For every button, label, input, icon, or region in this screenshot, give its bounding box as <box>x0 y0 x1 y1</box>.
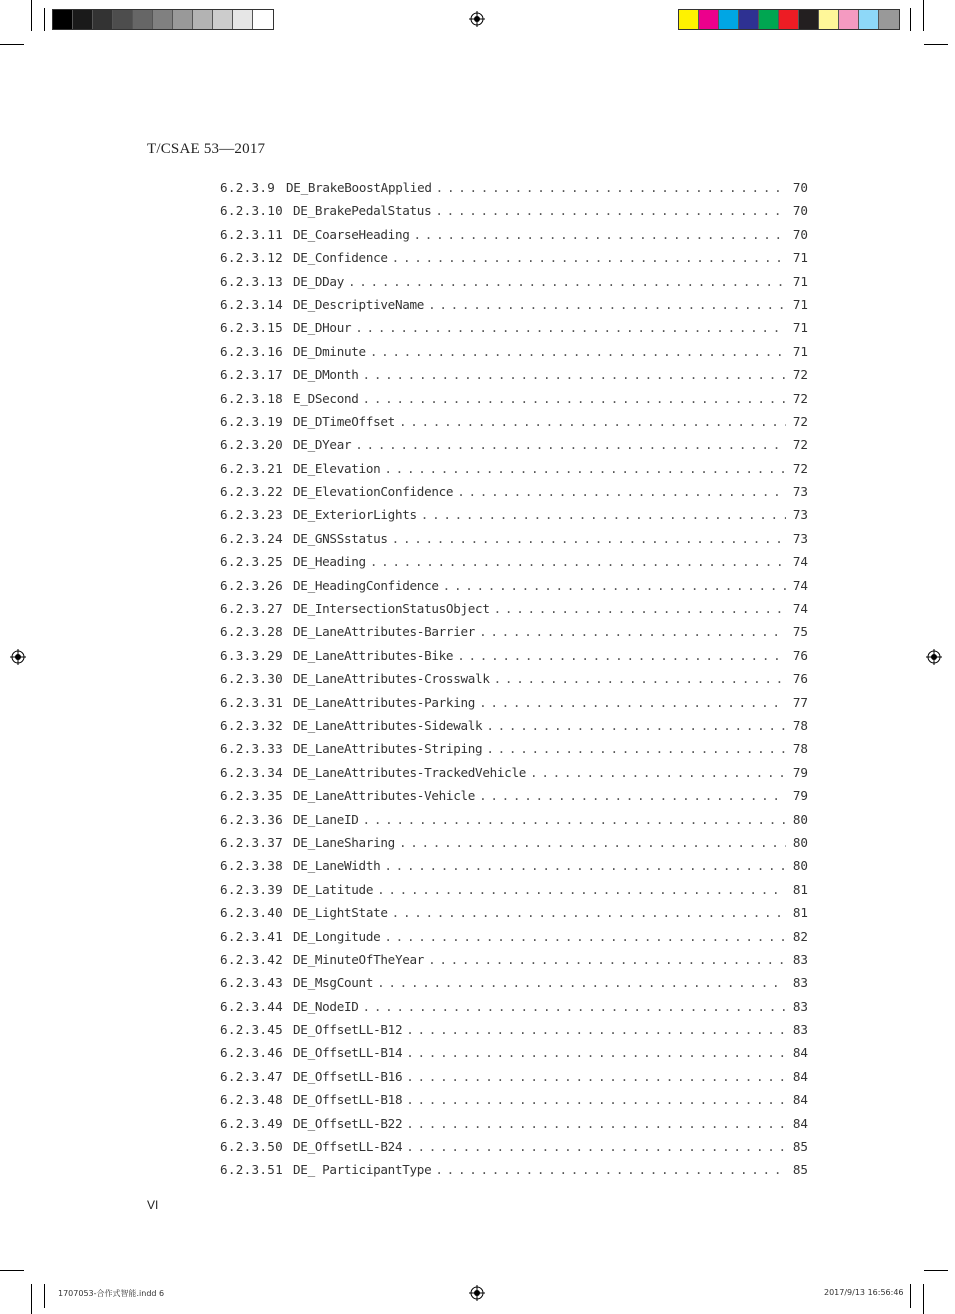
toc-entry[interactable] <box>220 1022 808 1045</box>
toc-entry-title: DE_OffsetLL-B24 <box>293 1139 403 1155</box>
toc-leader-dots <box>428 952 786 967</box>
toc-leader-dots <box>392 531 786 546</box>
toc-entry-page: 71 <box>792 343 808 359</box>
toc-entry[interactable] <box>220 180 808 203</box>
toc-entry-number: 6.2.3.28 <box>220 624 284 640</box>
crop-mark <box>0 1270 24 1271</box>
color-swatch <box>779 10 799 29</box>
toc-leader-dots <box>406 1139 786 1154</box>
toc-entry-number: 6.2.3.12 <box>220 250 284 266</box>
toc-entry-page: 84 <box>792 1045 808 1061</box>
toc-leader-dots <box>377 882 786 897</box>
toc-entry-page: 75 <box>792 624 808 640</box>
toc-entry-number: 6.2.3.49 <box>220 1115 284 1131</box>
toc-entry[interactable] <box>220 437 808 460</box>
toc-leader-dots <box>363 391 786 406</box>
toc-entry-number: 6.2.3.18 <box>220 390 284 406</box>
color-swatch <box>193 10 213 29</box>
toc-entry[interactable] <box>220 1045 808 1068</box>
toc-entry-number: 6.2.3.45 <box>220 1022 284 1038</box>
toc-entry-number: 6.2.3.37 <box>220 834 284 850</box>
toc-leader-dots <box>530 765 786 780</box>
toc-entry[interactable] <box>220 1139 808 1162</box>
toc-entry[interactable] <box>220 391 808 414</box>
toc-entry-number: 6.2.3.40 <box>220 905 284 921</box>
toc-entry[interactable] <box>220 788 808 811</box>
toc-entry-title: DE_Elevation <box>293 460 381 476</box>
color-swatch <box>739 10 759 29</box>
toc-entry-title: DE_DMonth <box>293 367 359 383</box>
toc-entry-title: DE_Confidence <box>293 250 388 266</box>
toc-leader-dots <box>384 461 786 476</box>
toc-leader-dots <box>406 1116 786 1131</box>
toc-entry-page: 72 <box>792 367 808 383</box>
toc-leader-dots <box>406 1022 786 1037</box>
toc-entry-title: DE_IntersectionStatusObject <box>293 601 490 617</box>
color-swatch <box>93 10 113 29</box>
toc-entry[interactable] <box>220 414 808 437</box>
toc-entry-number: 6.2.3.31 <box>220 694 284 710</box>
toc-entry-number: 6.2.3.22 <box>220 484 284 500</box>
toc-entry[interactable] <box>220 718 808 741</box>
toc-entry[interactable] <box>220 929 808 952</box>
toc-leader-dots <box>486 718 786 733</box>
toc-entry[interactable] <box>220 1069 808 1092</box>
toc-leader-dots <box>494 601 786 616</box>
toc-leader-dots <box>435 203 786 218</box>
color-swatch <box>113 10 133 29</box>
color-swatch <box>73 10 93 29</box>
toc-entry[interactable] <box>220 1116 808 1139</box>
color-swatch <box>173 10 193 29</box>
toc-entry-number: 6.2.3.50 <box>220 1139 284 1155</box>
toc-entry-page: 70 <box>792 180 808 195</box>
color-swatch <box>799 10 819 29</box>
toc-leader-dots <box>392 905 786 920</box>
toc-entry-title: DE_OffsetLL-B18 <box>293 1092 403 1108</box>
crop-mark <box>44 8 45 31</box>
color-swatch <box>679 10 699 29</box>
toc-entry[interactable] <box>220 952 808 975</box>
toc-leader-dots <box>370 554 786 569</box>
toc-entry-number: 6.2.3.9 <box>220 180 276 195</box>
toc-entry-title: DE_Latitude <box>293 881 374 897</box>
toc-entry-number: 6.2.3.14 <box>220 296 284 312</box>
toc-entry-page: 72 <box>792 390 808 406</box>
toc-entry-title: DE_MinuteOfTheYear <box>293 951 425 967</box>
toc-entry-title: DE_Longitude <box>293 928 381 944</box>
crop-mark <box>910 1284 911 1308</box>
toc-leader-dots <box>392 250 786 265</box>
toc-entry-number: 6.2.3.48 <box>220 1092 284 1108</box>
registration-mark-icon <box>469 11 485 27</box>
toc-entry-title: DE_LaneAttributes-TrackedVehicle <box>293 764 527 780</box>
toc-leader-dots <box>406 1069 786 1084</box>
toc-entry-page: 80 <box>792 811 808 827</box>
toc-entry[interactable] <box>220 1092 808 1115</box>
toc-entry-page: 79 <box>792 788 808 804</box>
toc-entry-page: 74 <box>792 554 808 570</box>
toc-entry-title: DE_DDay <box>293 273 344 289</box>
toc-entry-title: DE_LaneAttributes-Bike <box>293 647 454 663</box>
toc-entry-title: DE_LaneAttributes-Barrier <box>293 624 476 640</box>
toc-entry-page: 80 <box>792 858 808 874</box>
toc-entry-title: DE_LaneAttributes-Sidewalk <box>293 717 483 733</box>
registration-mark-icon <box>10 649 26 665</box>
toc-entry[interactable] <box>220 344 808 367</box>
registration-mark-icon <box>469 1285 485 1301</box>
toc-entry[interactable] <box>220 250 808 273</box>
toc-entry[interactable] <box>220 671 808 694</box>
toc-entry[interactable] <box>220 367 808 390</box>
toc-entry-title: DE_CoarseHeading <box>293 226 410 242</box>
color-swatch <box>879 10 899 29</box>
toc-leader-dots <box>494 671 786 686</box>
toc-leader-dots <box>479 624 786 639</box>
color-swatch <box>819 10 839 29</box>
toc-entry-number: 6.2.3.15 <box>220 320 284 336</box>
toc-leader-dots <box>443 578 786 593</box>
toc-leader-dots <box>399 835 786 850</box>
crop-mark <box>924 1270 948 1271</box>
toc-entry-page: 78 <box>792 717 808 733</box>
toc-leader-dots <box>486 741 786 756</box>
toc-entry-page: 76 <box>792 671 808 687</box>
color-swatch <box>213 10 233 29</box>
toc-entry-number: 6.2.3.19 <box>220 413 284 429</box>
toc-entry-number: 6.2.3.21 <box>220 460 284 476</box>
color-swatch <box>719 10 739 29</box>
toc-entry-title: DE_LaneWidth <box>293 858 381 874</box>
toc-leader-dots <box>428 297 786 312</box>
color-swatch <box>859 10 879 29</box>
color-calibration-bar <box>678 9 900 30</box>
toc-leader-dots <box>377 975 786 990</box>
toc-entry-title: DE_LightState <box>293 905 388 921</box>
toc-entry-page: 78 <box>792 741 808 757</box>
toc-leader-dots <box>363 812 786 827</box>
crop-mark <box>910 8 911 31</box>
toc-leader-dots <box>363 367 786 382</box>
toc-leader-dots <box>406 1092 786 1107</box>
crop-mark <box>923 1284 924 1314</box>
toc-entry-title: DE_GNSSstatus <box>293 530 388 546</box>
toc-entry-number: 6.2.3.44 <box>220 998 284 1014</box>
toc-entry-page: 76 <box>792 647 808 663</box>
color-swatch <box>53 10 73 29</box>
toc-entry-title: DE_OffsetLL-B16 <box>293 1068 403 1084</box>
toc-leader-dots <box>384 858 786 873</box>
color-swatch <box>839 10 859 29</box>
toc-entry-title: DE_LaneAttributes-Striping <box>293 741 483 757</box>
toc-entry-number: 6.2.3.35 <box>220 788 284 804</box>
toc-entry-page: 81 <box>792 905 808 921</box>
page-header: T/CSAE 53—2017 <box>147 141 266 157</box>
toc-entry-title: DE_LaneAttributes-Crosswalk <box>293 671 490 687</box>
toc-leader-dots <box>414 227 786 242</box>
toc-entry-page: 83 <box>792 998 808 1014</box>
toc-entry-page: 73 <box>792 507 808 523</box>
page-number: VI <box>147 1198 159 1212</box>
toc-leader-dots <box>348 274 786 289</box>
toc-entry[interactable] <box>220 648 808 671</box>
toc-entry[interactable] <box>220 741 808 764</box>
toc-entry-page: 83 <box>792 975 808 991</box>
toc-entry[interactable] <box>220 624 808 647</box>
toc-leader-dots <box>457 648 786 663</box>
toc-entry-title: DE_LaneAttributes-Parking <box>293 694 476 710</box>
toc-entry-number: 6.2.3.47 <box>220 1068 284 1084</box>
toc-entry-title: DE_DHour <box>293 320 352 336</box>
toc-entry-title: DE_LaneSharing <box>293 834 395 850</box>
toc-entry[interactable] <box>220 554 808 577</box>
registration-mark-icon <box>926 649 942 665</box>
toc-leader-dots <box>406 1045 786 1060</box>
toc-entry-page: 73 <box>792 484 808 500</box>
toc-entry-page: 71 <box>792 320 808 336</box>
toc-entry-page: 84 <box>792 1115 808 1131</box>
toc-entry-title: DE_ ParticipantType <box>293 1162 432 1178</box>
toc-entry-page: 72 <box>792 437 808 453</box>
toc-entry-page: 85 <box>792 1162 808 1178</box>
toc-entry-title: DE_Dminute <box>293 343 366 359</box>
toc-entry[interactable] <box>220 765 808 788</box>
toc-entry-page: 71 <box>792 296 808 312</box>
toc-entry-title: DE_BrakeBoostApplied <box>286 180 432 195</box>
toc-entry-number: 6.2.3.32 <box>220 717 284 733</box>
toc-entry-number: 6.2.3.23 <box>220 507 284 523</box>
toc-entry-title: DE_OffsetLL-B12 <box>293 1022 403 1038</box>
color-swatch <box>699 10 719 29</box>
toc-entry[interactable] <box>220 507 808 530</box>
toc-entry[interactable] <box>220 882 808 905</box>
toc-entry-number: 6.2.3.16 <box>220 343 284 359</box>
toc-entry-page: 74 <box>792 577 808 593</box>
toc-entry[interactable] <box>220 578 808 601</box>
toc-entry-page: 70 <box>792 203 808 219</box>
toc-entry-number: 6.2.3.42 <box>220 951 284 967</box>
toc-entry-page: 77 <box>792 694 808 710</box>
toc-leader-dots <box>479 788 786 803</box>
toc-entry-number: 6.2.3.36 <box>220 811 284 827</box>
toc-entry-number: 6.2.3.25 <box>220 554 284 570</box>
toc-leader-dots <box>421 507 786 522</box>
toc-leader-dots <box>435 1162 786 1177</box>
toc-entry-title: DE_OffsetLL-B22 <box>293 1115 403 1131</box>
toc-entry-number: 6.2.3.10 <box>220 203 284 219</box>
toc-entry-page: 71 <box>792 273 808 289</box>
toc-entry-page: 84 <box>792 1068 808 1084</box>
toc-entry[interactable] <box>220 531 808 554</box>
toc-entry-page: 71 <box>792 250 808 266</box>
toc-entry-number: 6.2.3.30 <box>220 671 284 687</box>
toc-entry-number: 6.2.3.43 <box>220 975 284 991</box>
grayscale-calibration-bar <box>52 9 274 30</box>
toc-entry-title: DE_NodeID <box>293 998 359 1014</box>
toc-entry-number: 6.2.3.17 <box>220 367 284 383</box>
toc-entry-title: DE_LaneAttributes-Vehicle <box>293 788 476 804</box>
toc-entry-number: 6.2.3.24 <box>220 530 284 546</box>
toc-entry-number: 6.2.3.34 <box>220 764 284 780</box>
toc-leader-dots <box>363 999 786 1014</box>
toc-entry[interactable] <box>220 227 808 250</box>
crop-mark <box>0 44 24 45</box>
toc-entry-page: 83 <box>792 951 808 967</box>
toc-entry[interactable] <box>220 601 808 624</box>
toc-entry-page: 73 <box>792 530 808 546</box>
crop-mark <box>44 1284 45 1308</box>
toc-entry[interactable] <box>220 1162 808 1185</box>
toc-leader-dots <box>355 437 786 452</box>
toc-entry[interactable] <box>220 975 808 998</box>
slug-file-name: 1707053-合作式智能.indd 6 <box>58 1289 165 1298</box>
toc-entry-page: 72 <box>792 460 808 476</box>
color-swatch <box>133 10 153 29</box>
toc-leader-dots <box>457 484 786 499</box>
toc-leader-dots <box>384 929 786 944</box>
toc-entry[interactable] <box>220 858 808 881</box>
toc-leader-dots <box>370 344 786 359</box>
toc-entry[interactable] <box>220 695 808 718</box>
toc-entry-title: DE_ExteriorLights <box>293 507 417 523</box>
color-swatch <box>759 10 779 29</box>
toc-entry[interactable] <box>220 812 808 835</box>
toc-entry-number: 6.2.3.33 <box>220 741 284 757</box>
toc-entry[interactable] <box>220 905 808 928</box>
toc-entry-number: 6.2.3.27 <box>220 601 284 617</box>
toc-entry-title: DE_DYear <box>293 437 352 453</box>
crop-mark <box>31 1284 32 1314</box>
toc-entry[interactable] <box>220 461 808 484</box>
toc-entry-page: 72 <box>792 413 808 429</box>
toc-entry-page: 85 <box>792 1139 808 1155</box>
toc-entry-page: 80 <box>792 834 808 850</box>
toc-entry-title: DE_BrakePedalStatus <box>293 203 432 219</box>
toc-entry-page: 83 <box>792 1022 808 1038</box>
toc-entry-title: E_DSecond <box>293 390 359 406</box>
toc-entry[interactable] <box>220 297 808 320</box>
toc-entry-number: 6.3.3.29 <box>220 647 284 663</box>
toc-entry-number: 6.2.3.38 <box>220 858 284 874</box>
toc-leader-dots <box>436 180 786 195</box>
toc-entry-number: 6.2.3.46 <box>220 1045 284 1061</box>
color-swatch <box>153 10 173 29</box>
toc-entry-number: 6.2.3.41 <box>220 928 284 944</box>
toc-entry-page: 81 <box>792 881 808 897</box>
toc-entry[interactable] <box>220 484 808 507</box>
toc-entry[interactable] <box>220 999 808 1022</box>
color-swatch <box>233 10 253 29</box>
crop-mark <box>923 0 924 31</box>
toc-entry-page: 84 <box>792 1092 808 1108</box>
table-of-contents <box>220 180 808 1186</box>
toc-entry-page: 79 <box>792 764 808 780</box>
toc-entry-number: 6.2.3.51 <box>220 1162 284 1178</box>
toc-entry[interactable] <box>220 203 808 226</box>
toc-entry-title: DE_MsgCount <box>293 975 374 991</box>
toc-entry-number: 6.2.3.20 <box>220 437 284 453</box>
toc-entry-number: 6.2.3.13 <box>220 273 284 289</box>
toc-entry-title: DE_ElevationConfidence <box>293 484 454 500</box>
toc-entry-page: 70 <box>792 226 808 242</box>
toc-leader-dots <box>479 695 786 710</box>
toc-entry[interactable] <box>220 835 808 858</box>
toc-entry-title: DE_DescriptiveName <box>293 296 425 312</box>
toc-entry-title: DE_OffsetLL-B14 <box>293 1045 403 1061</box>
toc-entry-title: DE_HeadingConfidence <box>293 577 439 593</box>
toc-entry-title: DE_LaneID <box>293 811 359 827</box>
toc-entry-number: 6.2.3.26 <box>220 577 284 593</box>
toc-entry-page: 74 <box>792 601 808 617</box>
crop-mark <box>924 44 948 45</box>
color-swatch <box>253 10 273 29</box>
toc-entry-title: DE_Heading <box>293 554 366 570</box>
toc-leader-dots <box>399 414 786 429</box>
toc-entry-title: DE_DTimeOffset <box>293 413 395 429</box>
slug-timestamp: 2017/9/13 16:56:46 <box>824 1288 904 1297</box>
toc-entry-page: 82 <box>792 928 808 944</box>
crop-mark <box>31 0 32 31</box>
toc-entry[interactable] <box>220 320 808 343</box>
toc-entry[interactable] <box>220 274 808 297</box>
toc-entry-number: 6.2.3.11 <box>220 226 284 242</box>
toc-leader-dots <box>355 320 786 335</box>
toc-entry-number: 6.2.3.39 <box>220 881 284 897</box>
